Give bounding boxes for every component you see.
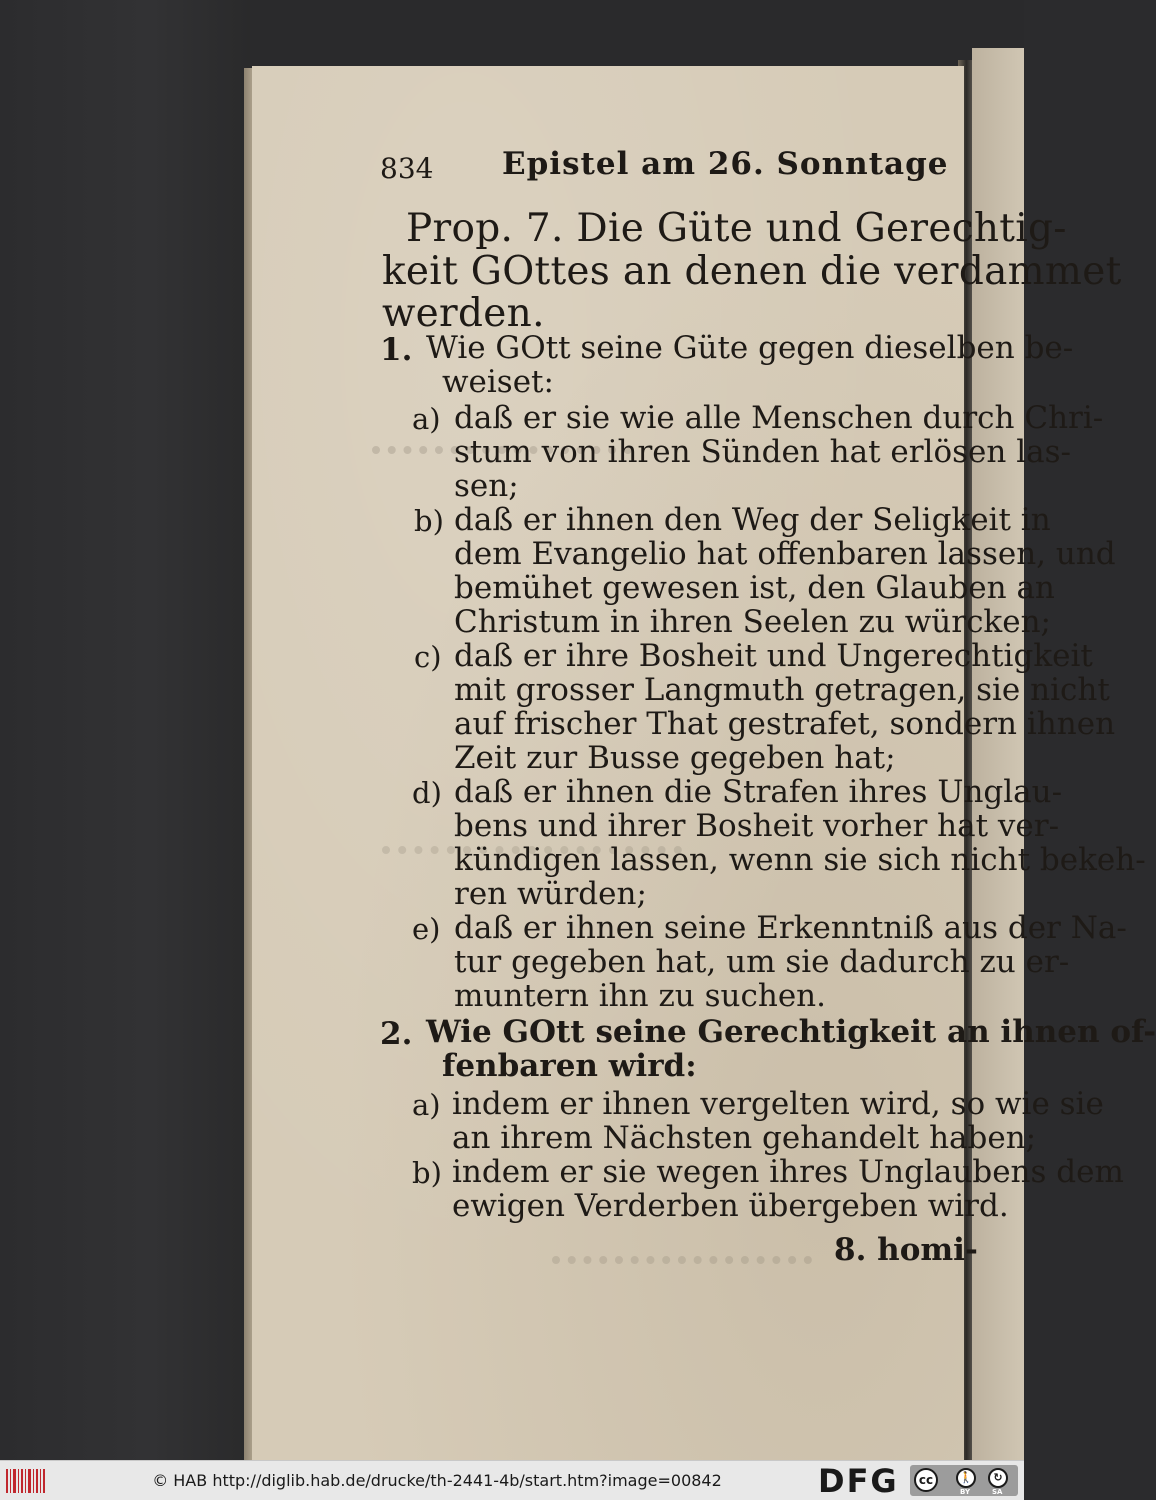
item-line: muntern ihn zu suchen. (454, 978, 826, 1014)
item-line: bemühet gewesen ist, den Glauben an (454, 570, 1055, 606)
item-line: indem er ihnen vergelten wird, so wie sie (452, 1086, 1104, 1122)
cc-icon: cc (914, 1468, 938, 1492)
running-title: Epistel am 26. Sonntage (502, 146, 949, 182)
share-alike-icon: ↻ (988, 1468, 1008, 1488)
item-marker: d) (412, 776, 442, 810)
section-heading-line: Wie GOtt seine Güte gegen dieselben be- (426, 330, 1074, 366)
item-marker: a) (412, 1088, 441, 1122)
item-marker: e) (412, 912, 441, 946)
item-line: ewigen Verderben übergeben wird. (452, 1188, 1009, 1224)
proposition-line: werden. (382, 291, 545, 336)
proposition-line: Prop. 7. Die Güte und Gerechtig- (406, 206, 1067, 251)
item-marker: b) (412, 1156, 442, 1190)
item-line: daß er ihnen seine Erkenntniß aus der Na- (454, 910, 1127, 946)
item-line: auf frischer That gestrafet, sondern ihnen (454, 706, 1116, 742)
item-line: ren würden; (454, 876, 647, 912)
item-marker: c) (414, 640, 442, 674)
item-marker: b) (414, 504, 444, 538)
section-number: 1. (380, 332, 413, 368)
item-line: an ihrem Nächsten gehandelt haben; (452, 1120, 1037, 1156)
item-line: dem Evangelio hat offenbaren lassen, und (454, 536, 1116, 572)
section-heading-line: Wie GOtt seine Gerechtigkeit an ihnen of- (426, 1014, 1156, 1050)
scanner-background (0, 0, 250, 1460)
book-page (252, 66, 1156, 1460)
item-line: indem er sie wegen ihres Unglaubens dem (452, 1154, 1124, 1190)
item-line: bens und ihrer Bosheit vorher hat ver- (454, 808, 1060, 844)
viewer-footer (0, 1460, 1024, 1500)
item-line: mit grosser Langmuth getragen, sie nicht (454, 672, 1110, 708)
item-line: daß er sie wie alle Menschen durch Chri- (454, 400, 1104, 436)
license-sa-label: SA (992, 1488, 1003, 1496)
item-line: stum von ihren Sünden hat erlösen las- (454, 434, 1071, 470)
section-heading-line: fenbaren wird: (442, 1048, 697, 1084)
item-line: Christum in ihren Seelen zu würcken; (454, 604, 1051, 640)
license-by-label: BY (960, 1488, 971, 1496)
dfg-logo: DFG (818, 1462, 899, 1500)
proposition-line: keit GOttes an denen die verdammet (382, 249, 1122, 294)
item-line: daß er ihre Bosheit und Ungerechtigkeit (454, 638, 1093, 674)
source-credit-link[interactable]: © HAB http://diglib.hab.de/drucke/th-2441-4b/start.htm?image=00842 (152, 1471, 722, 1490)
item-line: Zeit zur Busse gegeben hat; (454, 740, 896, 776)
page-number: 834 (380, 152, 434, 185)
catchword: 8. homi- (834, 1232, 978, 1268)
section-number: 2. (380, 1016, 413, 1052)
license-badge[interactable] (910, 1465, 1018, 1496)
item-marker: a) (412, 402, 441, 436)
item-line: kündigen lassen, wenn sie sich nicht bekeh- (454, 842, 1146, 878)
item-line: daß er ihnen die Strafen ihres Unglau- (454, 774, 1063, 810)
item-line: daß er ihnen den Weg der Seligkeit in (454, 502, 1051, 538)
item-line: tur gegeben hat, um sie dadurch zu er- (454, 944, 1070, 980)
person-icon: 🚶 (956, 1468, 976, 1488)
item-line: sen; (454, 468, 519, 504)
section-heading-line: weiset: (442, 364, 554, 400)
